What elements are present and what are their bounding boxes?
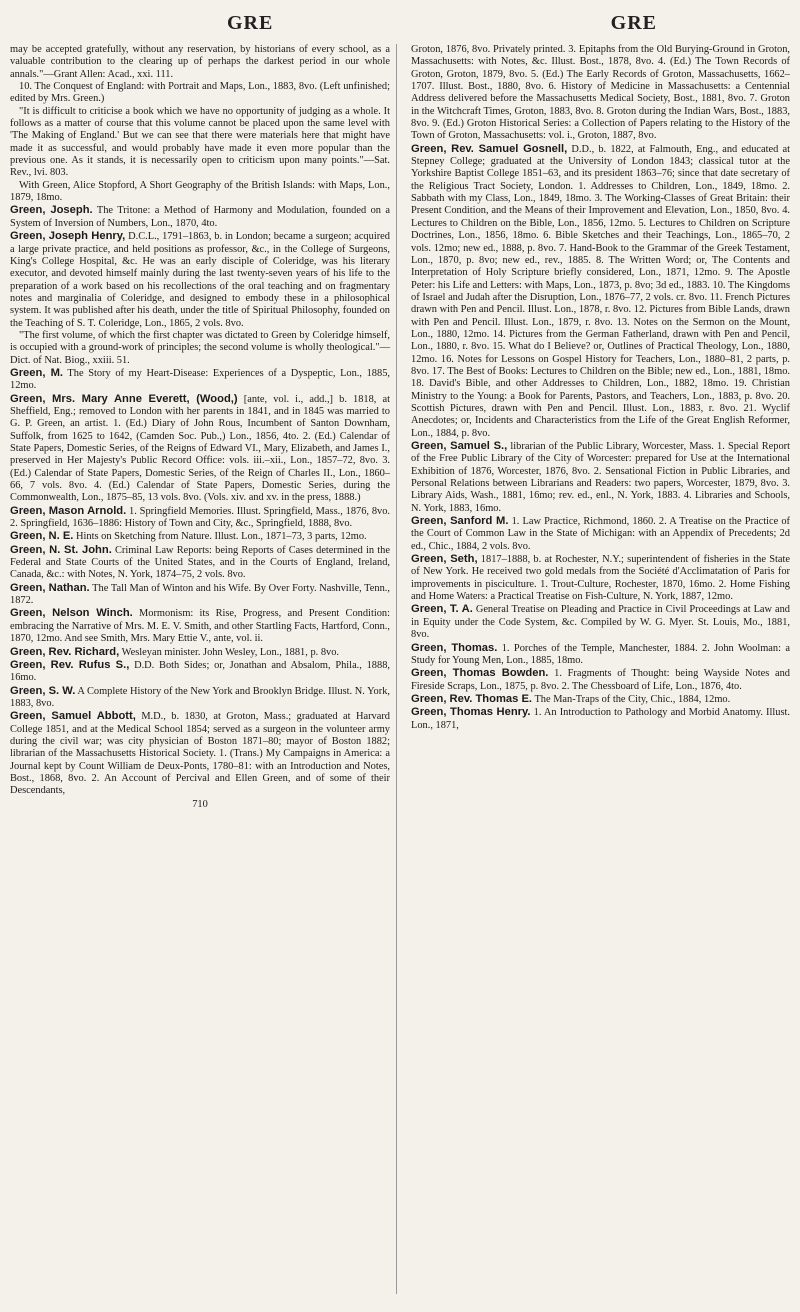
dictionary-entry [411,553,790,603]
dictionary-entry [10,393,390,505]
entry-paragraph: With Green, Alice Stopford, A Short Geography of the British Islands: with Maps, Lon., 1879, 18mo. [10,179,390,204]
entry-headword: Green, Rev. Samuel Gosnell, [411,142,568,155]
entry-headword: Green, Joseph. [10,204,93,217]
right-column [411,44,790,1294]
page-number: 710 [192,798,208,810]
entry-paragraph: "The first volume, of which the first chapter was dictated to Green by Coleridge himself, is occupied with a ground-work of principles; the second volume is wholly theological."—Dict. of Nat. Biog., xxiii. 51. [10,329,390,366]
running-head-right: GRE [610,12,657,34]
dictionary-entry [10,659,390,685]
entry-text: librarian of the Public Library, Worcester, Mass. 1. Special Report of the Free Public Library of the City of Worcester: prepared for Use at the International Exhibition of 1876, Worcester, 1876, 8vo. 2. Sensational Fiction in Public Libraries, and Personal Relations between Librarians and Readers: two papers, Worcester, 1879, 8vo. 3. Library Aids, Wash., 1881, 16mo; rev. ed., enl., N. York, 1883. 4. Libraries and Schools, N. York, 1883, 16mo. [411,441,790,514]
entry-headword: Green, Mrs. Mary Anne Everett, (Wood,) [10,392,238,405]
dictionary-entry [10,710,390,797]
entry-text: A Complete History of the New York and Brooklyn Bridge. Illust. N. York, 1883, 8vo. [10,685,390,709]
entry-text: 1. Fragments of Thought: being Wayside Notes and Fireside Scraps, Lon., 1875, p. 8vo. 2. The Chessboard of Life, Lon., 1876, 4to. [411,668,790,692]
entry-headword: Green, Rev. Rufus S., [10,658,130,671]
entry-headword: Green, Samuel S., [411,440,508,452]
left-column [10,44,397,1294]
dictionary-entry [10,646,390,659]
entry-text: D.D. Both Sides; or, Jonathan and Absalom, Phila., 1888, 16mo. [10,659,390,684]
entry-text: M.D., b. 1830, at Groton, Mass.; graduated at Harvard College 1851, and at the Medical School 1854; served as a surgeon in the volunteer army during the civil war; was city physician of Boston 1871–80; mayor of Boston 1882; librarian of the Massachusetts Historical Society. 1. (Trans.) My Campaigns in America: a Journal kept by Count William de Deux-Ponts, 1780–81: with an Introduction and Notes, Bost., 1868, 8vo. 2. An Account of Percival and Ellen Green, and of some of their Descendants, [10,711,390,797]
entry-text: [ante, vol. i., add.,] b. 1818, at Sheffield, Eng.; removed to London with her parents in 1841, and in 1845 was married to G. P. Green, an artist. 1. (Ed.) Diary of John Rous, Incumbent of Santon Downham, Suffolk, from 1625 to 1642, (Camden Soc. Pub.,) Lon., 1856, 4to. 2. (Ed.) Calendar of State Papers, Domestic Series, of the Reigns of Edward VI., Mary, Elizabeth, and James I., preserved in Her Majesty's Public Record Office: vols. iii.–xii., Lon., 1857–72, 8vo. 3. (Ed.) Calendar of State Papers, Domestic Series, of the Reign of Charles II., Lon., 1860–66, 7 vols. 8vo. 4. (Ed.) Calendar of State Papers, Domestic Series, during the Commonwealth, Lon., 1875–85, 13 vols. 8vo. (Vols. xiv. and xv. in the press, 1888.) [10,393,390,504]
entry-headword: Green, Mason Arnold. [10,504,127,517]
entry-headword: Green, Rev. Thomas E. [411,692,533,705]
dictionary-entry [411,667,790,693]
entry-text: 1. An Introduction to Pathology and Morbid Anatomy. Illust. Lon., 1871, [411,707,790,731]
entry-headword: Green, T. A. [411,603,473,616]
entry-headword: Green, S. W. [10,684,76,697]
continued-text: may be accepted gratefully, without any reservation, by historians of every school, as a valuable contribution to the clearing up of perhaps the darkest period in our whole annals."—Grant Allen: Acad., xxi. 111. [10,44,390,80]
entry-headword: Green, Thomas Bowden. [411,667,549,680]
running-head-left: GRE [227,12,274,34]
dictionary-entry [411,143,790,440]
text-columns [10,44,790,1294]
dictionary-entry [411,642,790,668]
dictionary-entry [411,515,790,553]
entry-headword: Green, Thomas. [411,641,498,654]
entry-headword: Green, Sanford M. [411,515,509,528]
entry-headword: Green, Samuel Abbott, [10,710,136,723]
entry-text: General Treatise on Pleading and Practice in Civil Proceedings at Law and in Equity under the Code System, &c. Compiled by W. G. Myer. St. Louis, Mo., 1881, 8vo. [411,604,790,641]
entry-paragraph: "It is difficult to criticise a book which we have no opportunity of judging as a whole. It follows as a matter of course that this volume cannot be placed upon the same level with 'The Making of England.' But we can see that there were materials here that might have made it as successful, and would probably have made it even more popular than the previous one. As it stands, it is necessarily open to criticism upon many points."—Sat. Rev., lvi. 803. [10,105,390,179]
dictionary-entry [10,505,390,531]
continued-text: Groton, 1876, 8vo. Privately printed. 3. Epitaphs from the Old Burying-Ground in Groton, Massachusetts: with Notes, &c. Illust. Bost., 1878, 8vo. 4. (Ed.) The Town Records of Groton, Groton, 1879, 8vo. 5. (Ed.) The Early Records of Groton, Massachusetts, 1662–1707. Illust. Bost., 1880, 8vo. 6. History of Medicine in Massachusetts: a Centennial Address delivered before the Massachusetts Medical Society, Bost., 1881, 8vo. 7. Groton in the Witchcraft Times, Groton, 1883, 8vo. 8. Groton during the Indian Wars, Bost., 1883, 8vo. 9. (Ed.) Groton Historical Series: a Collection of Papers relating to the History of the Town of Groton, Massachusetts: vol. i., Groton, 1887, 8vo. [411,44,790,142]
entry-headword: Green, N. St. John. [10,543,112,556]
dictionary-entry [10,544,390,582]
dictionary-entry [411,693,790,706]
entry-text: Wesleyan minister. John Wesley, Lon., 1881, p. 8vo. [119,646,340,658]
entry-headword: Green, M. [10,366,63,379]
entry-text: 1. Springfield Memories. Illust. Springfield, Mass., 1876, 8vo. 2. Springfield, 1636–1886: History of Town and City, &c., Springfield, 1888, 8vo. [10,505,390,530]
entry-text: 1. Law Practice, Richmond, 1860. 2. A Treatise on the Practice of the Court of Common Law in the State of Michigan: with an Appendix of Precedents; 2d ed., Chic., 1884, 2 vols. 8vo. [411,516,790,552]
entry-text: Hints on Sketching from Nature. Illust. Lon., 1871–73, 3 parts, 12mo. [73,531,367,543]
entry-headword: Green, Seth, [411,553,478,566]
entry-text: 1. Porches of the Temple, Manchester, 1884. 2. John Woolman: a Study for Young Men, Lon., 1885, 18mo. [411,642,790,666]
entry-text: The Tritone: a Method of Harmony and Modulation, founded on a System of Inversion of Numbers, Lon., 1870, 4to. [10,205,390,229]
entry-text: 1817–1888, b. at Rochester, N.Y.; superintendent of fisheries in the State of New York. He received two gold medals from the Société d'Acclimatation of Paris for improvements in pisciculture. 1. Trout-Culture, Rochester, 1870, 16mo. 2. Home Fishing and Home Waters: a Practical Treatise on Fish-Culture, N. York, 1887, 12mo. [411,554,790,603]
dictionary-entry [10,230,390,330]
entry-text: The Tall Man of Winton and his Wife. By Over Forty. Nashville, Tenn., 1872. [10,582,390,607]
entry-text: D.C.L., 1791–1863, b. in London; became a surgeon; acquired a large private practice, and held positions as professor, &c., in the College of Surgeons, King's College Hospital, &c. He was an early disciple of Coleridge, was his literary executor, and devoted himself mainly during the last twenty-seven years of his life to the preparation of a work based on his recollections of the oral teaching and on fragmentary notes and marginalia of Coleridge, and designed to embody these in a philosophical system. It was published after his death, under the title of Spiritual Philosophy, founded on the Teaching of S. T. Coleridge, Lon., 1865, 2 vols. 8vo. [10,231,390,329]
entry-headword: Green, Rev. Richard, [10,645,120,658]
entry-headword: Green, Nathan. [10,581,90,594]
dictionary-entry [10,204,390,230]
dictionary-entry [411,440,790,515]
dictionary-entry [10,367,390,393]
dictionary-entry [10,607,390,645]
entry-text: Criminal Law Reports: being Reports of Cases determined in the Federal and State Courts of the United States, and in the Courts of England, Ireland, Canada, &c.: with Notes, N. York, 1874–75, 2 vols. 8vo. [10,544,390,581]
entry-headword: Green, N. E. [10,530,74,543]
dictionary-entry [10,530,390,543]
dictionary-entry [411,603,790,641]
running-head [0,12,800,35]
entry-text: Mormonism: its Rise, Progress, and Present Condition: embracing the Narrative of Mrs. M. E. V. Smith, and other Startling Facts, Hartford, Conn., 1870, 12mo. And see Smith, Mrs. Mary Ettie V., ante, vol. ii. [10,608,390,645]
entry-headword: Green, Thomas Henry. [411,706,531,719]
dictionary-entry [10,582,390,608]
entry-text: D.D., b. 1822, at Falmouth, Eng., and educated at Stepney College; graduated at the University of London 1843; classical tutor at the Yorkshire Baptist College 1851–63, and its president 1863–76; since that date secretary of the Religious Tract Society, London. 1. Addresses to Children, Lon., 1849, 18mo. 2. Sabbath with my Class, Lon., 1849, 18mo. 3. The Working-Classes of Great Britain: their Present Condition, and the Means of their Improvement and Elevation, Lon., 1850, 8vo. 4. Lectures to Children on the Bible, Lon., 1856, 12mo. 5. Lectures to Children on Scripture Doctrines, Lon., 1856, 18mo. 6. Bible Sketches and their Teachings, Lon., 1865–70, 2 vols. 12mo; new ed., 1888, p. 8vo. 7. Hand-Book to the Grammar of the Greek Testament, Lon., 1870, p. 8vo; new ed., rev., 1885. 8. The Written Word; or, The Contents and Interpretation of Holy Scripture briefly considered, Lon., 1871, 12mo. 9. The Apostle Peter: his Life and Letters: with Maps, Lon., 1873, p. 8vo; 3d ed., 1883. 10. The Kingdoms of Israel and Judah after the Disruption, Lon., 1876–77, 2 vols. cr. 8vo. 11. French Pictures drawn with Pen and Pencil. Illust. Lon., 1878, r. 8vo. 12. Pictures from Bible Lands, drawn with Pen and Pencil. Illust. Lon., 1879, r. 8vo. 13. Notes on the Sermon on the Mount, Lon., 1880, 12mo. 14. Pictures from the German Fatherland, drawn with Pen and Pencil, Lon., 1880, r. 8vo. 15. What do I Believe? or, Outlines of Practical Theology, Lon., 1880, 12mo. 16. Notes for Lessons on Gospel History for Teachers, Lon., 1880–81, 2 parts, p. 8vo. 17. The Best of Books: Lectures to Children on the Bible; new ed., Lon., 1881, 18mo. 18. David's Bible, and other Addresses to Children, Lon., 1882, 18mo. 19. Christian Ministry to the Young: a Book for Parents, Pastors, and Teachers, Lon., 1883, p. 8vo. 20. Scottish Pictures, drawn with Pen and Pencil. Illust. Lon., 1883, r. 8vo. 21. Wyclif Anecdotes; or, Incidents and Characteristics from the Life of the Great English Reformer, Lon., 1884, p. 8vo. [411,143,790,439]
entry-text: The Man-Traps of the City, Chic., 1884, 12mo. [532,693,731,705]
entry-text: The Story of my Heart-Disease: Experiences of a Dyspeptic, Lon., 1885, 12mo. [10,367,390,392]
dictionary-entry [411,706,790,732]
entry-headword: Green, Nelson Winch. [10,607,133,620]
entry-paragraph: 10. The Conquest of England: with Portrait and Maps, Lon., 1883, 8vo. (Left unfinished; edited by Mrs. Green.) [10,81,390,105]
dictionary-entry [10,685,390,711]
entry-headword: Green, Joseph Henry, [10,230,126,243]
